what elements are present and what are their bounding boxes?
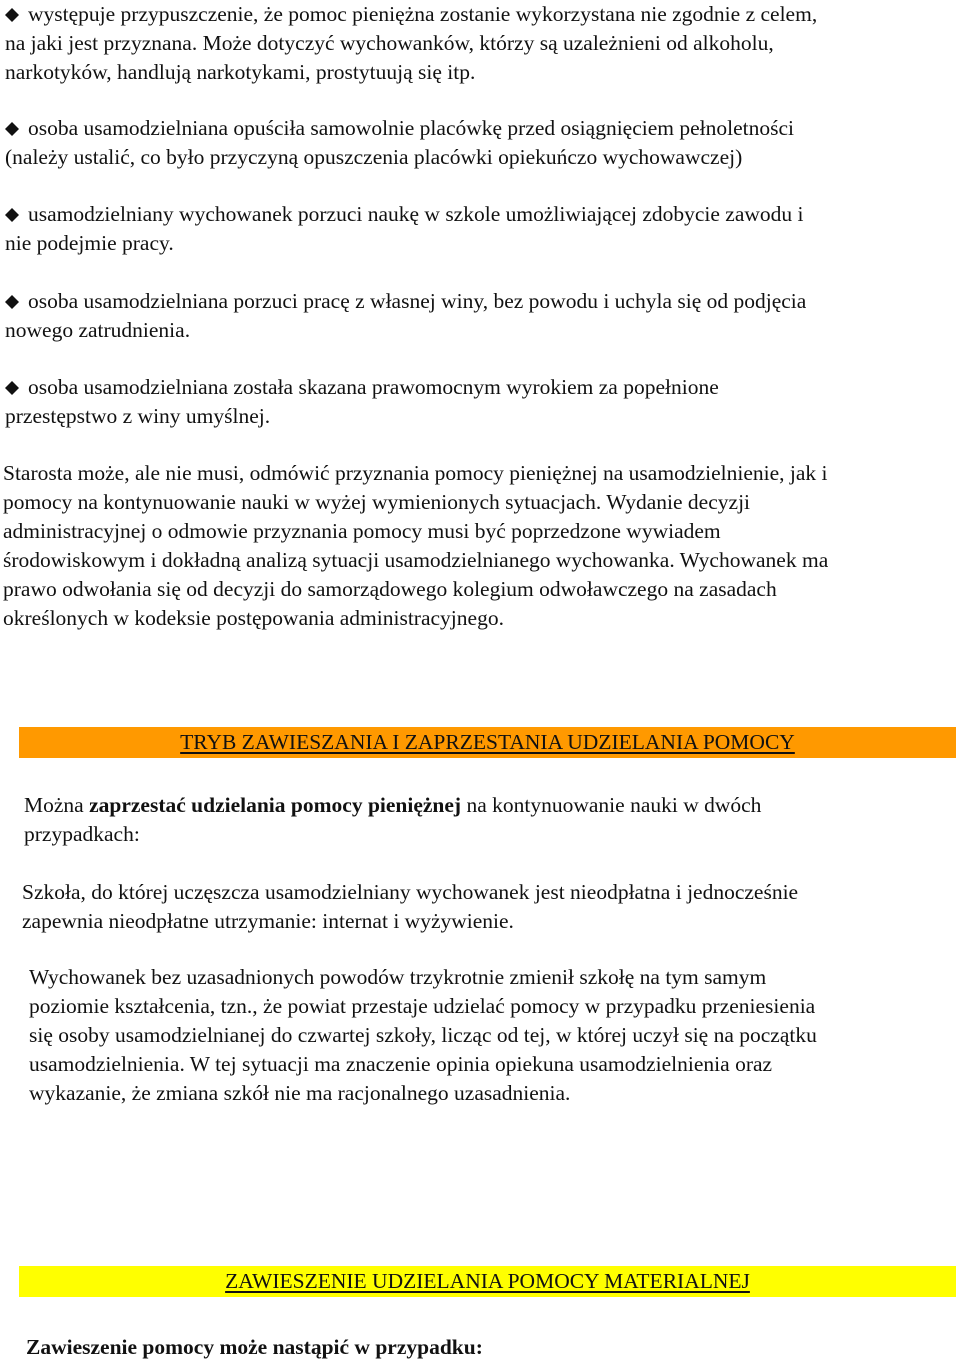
paragraph-line: środowiskowym i dokładną analizą sytuacji usamodzielnianego wychowanka. Wychowanek ma [3,548,829,572]
paragraph-line: określonych w kodeksie postępowania administracyjnego. [3,606,504,630]
list-item-line: osoba usamodzielniana porzuci pracę z własnej winy, bez powodu i uchyla się od podjęcia [28,289,807,313]
list-item [5,200,955,258]
paragraph-line: prawo odwołania się od decyzji do samorządowego kolegium odwoławczego na zasadach [3,577,777,601]
list-item-line: na jaki jest przyznana. Może dotyczyć wychowanków, którzy są uzależnieni od alkoholu, [5,31,774,55]
intro-bold-phrase: zaprzestać udzielania pomocy pieniężnej [89,793,462,817]
list-item [5,287,955,345]
intro-line: przypadkach: [24,822,140,846]
list-item-line: narkotyków, handlują narkotykami, prostytuują się itp. [5,60,476,84]
list-item-line: (należy ustalić, co było przyczyną opuszczenia placówki opiekuńczo wychowawczej) [5,145,743,169]
paragraph-line: wykazanie, że zmiana szkół nie ma racjonalnego uzasadnienia. [29,1081,571,1105]
diamond-bullet-icon [5,8,19,22]
paragraph-line: się osoby usamodzielnianej do czwartej szkoły, licząc od tej, w której uczył się na początku [29,1023,817,1047]
paragraph-line: zapewnia nieodpłatne utrzymanie: internat i wyżywienie. [22,909,514,933]
list-item [5,114,955,172]
section-heading-suspension-material-aid [19,1266,956,1297]
case-school-changed [29,963,954,1108]
section-heading-text: ZAWIESZENIE UDZIELANIA POMOCY MATERIALNEJ [225,1269,750,1293]
case-school-free [22,878,952,936]
list-item [5,373,955,431]
paragraph-line: poziomie kształcenia, tzn., że powiat przestaje udzielać pomocy w przypadku przeniesienia [29,994,816,1018]
intro-prefix: Można [24,793,90,817]
list-item-line: występuje przypuszczenie, że pomoc pieniężna zostanie wykorzystana nie zgodnie z celem, [28,2,818,26]
paragraph-line: administracyjnej o odmowie przyznania pomocy musi być poprzedzone wywiadem [3,519,721,543]
list-item-line: usamodzielniany wychowanek porzuci naukę w szkole umożliwiającej zdobycie zawodu i [28,202,804,226]
section-heading-text: TRYB ZAWIESZANIA I ZAPRZESTANIA UDZIELANIA POMOCY [180,730,795,754]
diamond-bullet-icon [5,122,19,136]
list-item-line: nie podejmie pracy. [5,231,174,255]
paragraph-line: usamodzielnienia. W tej sytuacji ma znaczenie opinia opiekuna usamodzielnienia oraz [29,1052,773,1076]
paragraph-line: Szkoła, do której uczęszcza usamodzielniany wychowanek jest nieodpłatna i jednocześnie [22,880,799,904]
paragraph-line: Starosta może, ale nie musi, odmówić przyznania pomocy pieniężnej na usamodzielnienie, jak i [3,461,828,485]
list-item-line: osoba usamodzielniana opuściła samowolnie placówkę przed osiągnięciem pełnoletności [28,116,795,140]
list-item-line: nowego zatrudnienia. [5,318,191,342]
paragraph-line: pomocy na kontynuowanie nauki w wyżej wymienionych sytuacjach. Wydanie decyzji [3,490,751,514]
list-item-line: osoba usamodzielniana została skazana prawomocnym wyrokiem za popełnione [28,375,719,399]
diamond-bullet-icon [5,295,19,309]
diamond-bullet-icon [5,208,19,222]
list-item [5,0,955,87]
section1-intro [24,791,954,849]
diamond-bullet-icon [5,381,19,395]
section2-intro [26,1333,946,1362]
intro-suffix: na kontynuowanie nauki w dwóch [461,793,762,817]
intro-bold-phrase: Zawieszenie pomocy może nastąpić w przypadku: [26,1335,483,1359]
list-item-line: przestępstwo z winy umyślnej. [5,404,271,428]
section-heading-suspension-and-termination [19,727,956,758]
starosta-paragraph [3,459,957,633]
paragraph-line: Wychowanek bez uzasadnionych powodów trzykrotnie zmienił szkołę na tym samym [29,965,767,989]
